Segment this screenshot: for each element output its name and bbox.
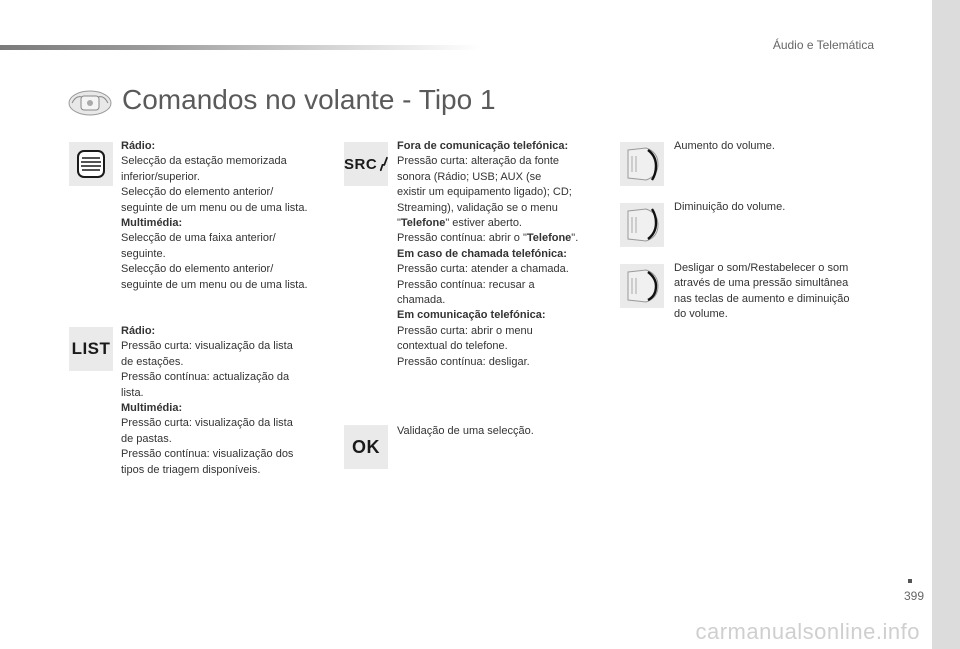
- description-line: [397, 278, 607, 293]
- description-line: [121, 401, 331, 416]
- section-label: Áudio e Telemática: [772, 38, 874, 52]
- description-line: [121, 154, 331, 169]
- description-line: [121, 370, 331, 385]
- description-text: Selecção do elemento anterior/: [121, 186, 274, 199]
- description-text: " estiver aberto.: [445, 217, 522, 230]
- description-text: ".: [571, 232, 579, 245]
- description-line: [674, 139, 874, 154]
- description-text: lista.: [121, 386, 144, 399]
- description-line: [121, 262, 331, 277]
- thumbwheel-description: [121, 139, 331, 293]
- volume-down-lever-icon: [622, 205, 662, 245]
- volume-down-description: [674, 200, 874, 215]
- thumbwheel-icon: [75, 148, 107, 180]
- description-line: [121, 416, 331, 431]
- src-label: SRC: [344, 155, 378, 173]
- description-text: Pressão curta: alteração da fonte: [397, 155, 560, 168]
- description-text: Pressão contínua: recusar a: [397, 278, 535, 291]
- description-line: [674, 307, 874, 322]
- src-description: [397, 139, 607, 370]
- description-line: [121, 247, 331, 262]
- description-line: [397, 247, 607, 262]
- description-line: [121, 386, 331, 401]
- list-label: LIST: [71, 339, 111, 358]
- description-text: Em comunicação telefónica:: [397, 309, 546, 322]
- description-text: Streaming), validação se o menu: [397, 201, 558, 214]
- description-line: [397, 308, 607, 323]
- description-text: inferior/superior.: [121, 170, 200, 183]
- description-text: do volume.: [674, 308, 728, 321]
- description-text: Selecção da estação memorizada: [121, 155, 287, 168]
- description-text: seguinte de um menu ou de uma lista.: [121, 278, 308, 291]
- description-text: Telefone: [526, 232, 572, 245]
- description-line: [121, 231, 331, 246]
- page-marker: [908, 579, 912, 583]
- description-text: de pastas.: [121, 432, 172, 445]
- description-text: Validação de uma selecção.: [397, 425, 534, 437]
- description-text: existir um equipamento ligado); CD;: [397, 186, 572, 199]
- description-text: Em caso de chamada telefónica:: [397, 247, 567, 260]
- description-line: [121, 170, 331, 185]
- steering-wheel-controls-icon: [68, 90, 112, 116]
- description-line: [121, 216, 331, 231]
- thumbwheel-button: [69, 142, 113, 186]
- description-line: [674, 292, 874, 307]
- description-line: [121, 447, 331, 462]
- description-text: Aumento do volume.: [674, 140, 775, 152]
- ok-description: [397, 424, 607, 439]
- volume-down-button: [620, 203, 664, 247]
- description-line: [121, 339, 331, 354]
- description-line: [397, 154, 607, 169]
- list-description: [121, 324, 331, 478]
- phone-icon: [379, 156, 388, 172]
- description-text: tipos de triagem disponíveis.: [121, 463, 261, 476]
- mute-description: [674, 261, 874, 323]
- description-text: Pressão contínua: visualização dos: [121, 448, 294, 461]
- description-text: chamada.: [397, 294, 446, 307]
- description-line: [674, 200, 874, 215]
- description-line: [121, 432, 331, 447]
- description-line: [121, 355, 331, 370]
- description-line: [397, 262, 607, 277]
- description-text: Telefone: [400, 217, 446, 230]
- ok-label: OK: [352, 436, 380, 457]
- description-line: [397, 355, 607, 370]
- side-strip: [932, 0, 960, 649]
- description-text: Pressão contínua: abrir o ": [397, 232, 527, 245]
- description-text: seguinte de um menu ou de uma lista.: [121, 201, 308, 214]
- description-line: [397, 201, 607, 216]
- description-text: Fora de comunicação telefónica:: [397, 140, 569, 152]
- description-line: [121, 201, 331, 216]
- description-text: Rádio:: [121, 325, 156, 337]
- description-text: Pressão curta: visualização da lista: [121, 340, 293, 353]
- description-line: [674, 276, 874, 291]
- description-text: Selecção do elemento anterior/: [121, 263, 274, 276]
- ok-button: [344, 425, 388, 469]
- description-line: [397, 424, 607, 439]
- description-text: Diminuição do volume.: [674, 201, 786, 213]
- mute-button: [620, 264, 664, 308]
- volume-up-description: [674, 139, 874, 154]
- description-text: Pressão contínua: desligar.: [397, 355, 530, 368]
- description-text: Desligar o som/Restabelecer o som: [674, 262, 849, 274]
- description-text: Pressão curta: visualização da lista: [121, 417, 293, 430]
- watermark: carmanualsonline.info: [695, 619, 920, 644]
- description-text: Selecção de uma faixa anterior/: [121, 232, 276, 245]
- volume-up-button: [620, 142, 664, 186]
- list-button: [69, 327, 113, 371]
- description-line: [674, 261, 874, 276]
- description-line: [397, 339, 607, 354]
- description-line: [121, 324, 331, 339]
- top-gradient-bar: [0, 45, 480, 50]
- description-text: ": [397, 217, 401, 230]
- description-text: sonora (Rádio; USB; AUX (se: [397, 170, 542, 183]
- description-text: Pressão contínua: actualização da: [121, 371, 290, 384]
- mute-lever-icon: [622, 266, 662, 306]
- description-line: [121, 139, 331, 154]
- description-text: Pressão curta: atender a chamada.: [397, 263, 569, 276]
- description-text: Rádio:: [121, 140, 156, 152]
- description-line: [397, 185, 607, 200]
- src-button: [344, 142, 388, 186]
- description-line: [397, 216, 607, 231]
- page-title: Comandos no volante - Tipo 1: [122, 84, 496, 115]
- description-text: nas teclas de aumento e diminuição: [674, 292, 850, 305]
- description-line: [397, 231, 607, 246]
- description-line: [397, 170, 607, 185]
- description-text: de estações.: [121, 355, 184, 368]
- description-text: através de uma pressão simultânea: [674, 277, 849, 290]
- description-line: [121, 185, 331, 200]
- description-line: [397, 139, 607, 154]
- description-line: [121, 463, 331, 478]
- description-text: Multimédia:: [121, 402, 183, 415]
- description-text: contextual do telefone.: [397, 340, 508, 353]
- description-line: [397, 293, 607, 308]
- description-text: seguinte.: [121, 247, 166, 260]
- description-line: [397, 324, 607, 339]
- description-line: [121, 278, 331, 293]
- description-text: Multimédia:: [121, 217, 183, 230]
- volume-up-lever-icon: [622, 144, 662, 184]
- page-number: 399: [903, 589, 924, 603]
- description-text: Pressão curta: abrir o menu: [397, 324, 533, 337]
